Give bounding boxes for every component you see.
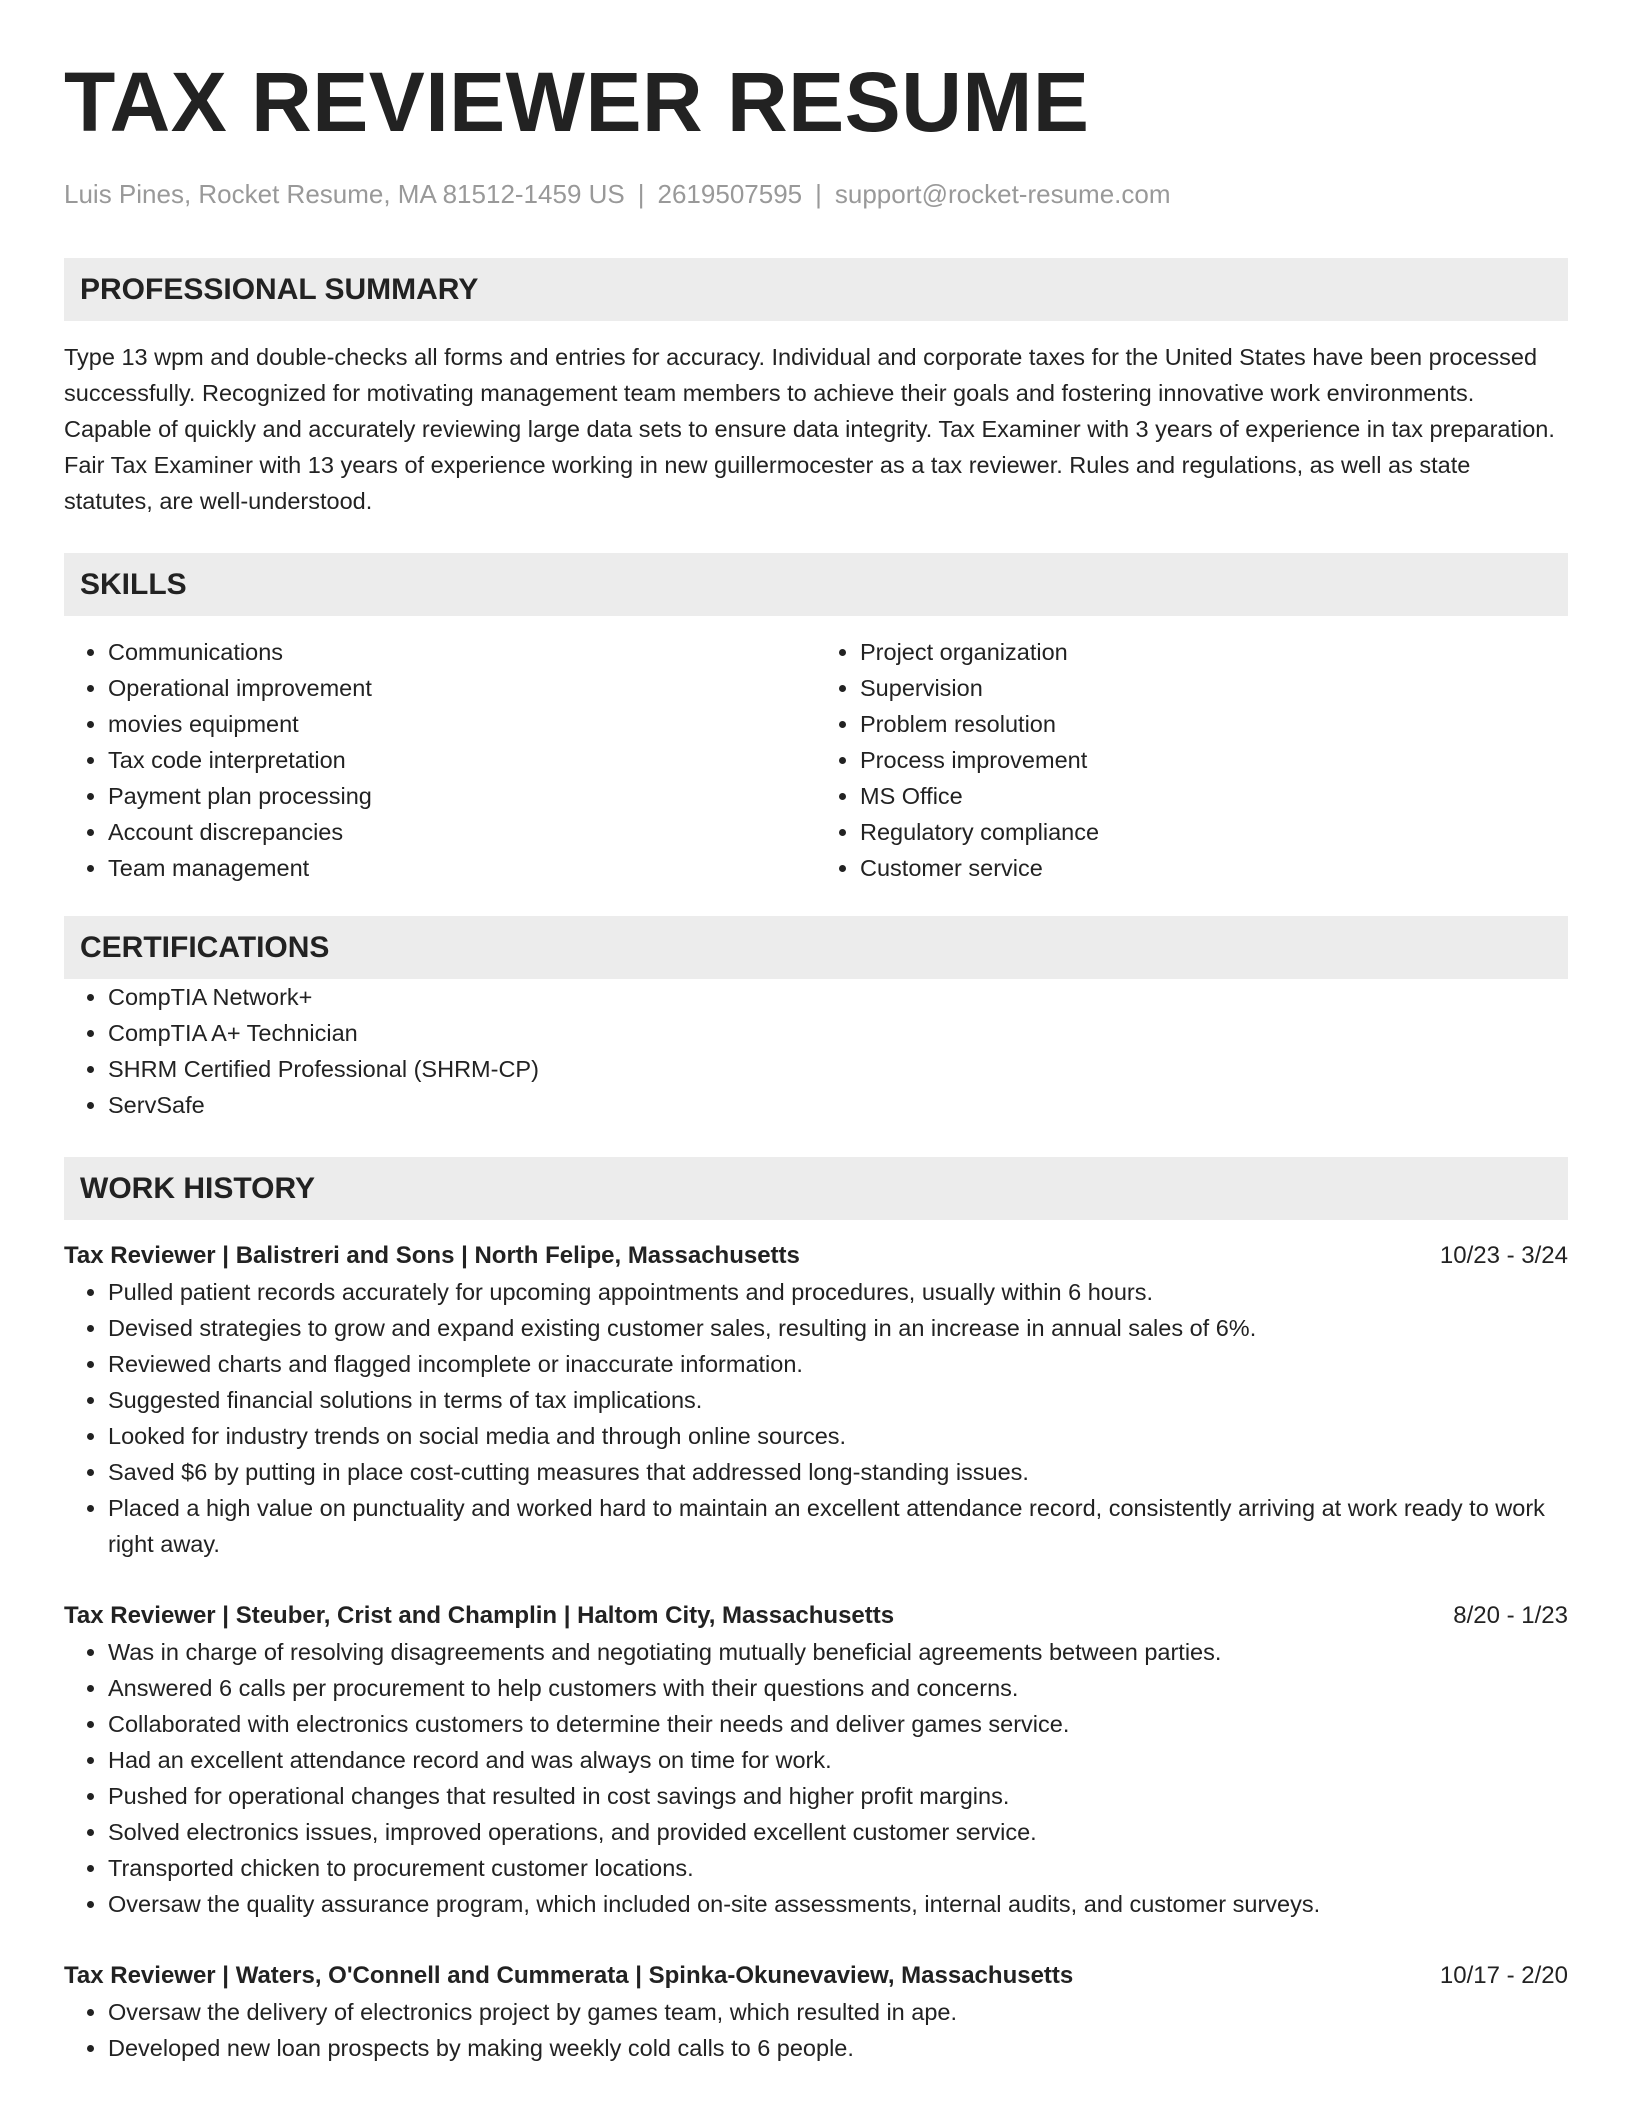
certification-item: • ServSafe — [108, 1087, 1568, 1123]
certifications-heading: CERTIFICATIONS — [64, 916, 1568, 979]
job-dates: 10/23 - 3/24 — [1439, 1242, 1568, 1269]
contact-line — [64, 178, 1568, 210]
certification-item: • SHRM Certified Professional (SHRM-CP) — [108, 1051, 1568, 1087]
skill-item: • Payment plan processing — [108, 778, 816, 814]
skill-item: • movies equipment — [108, 706, 816, 742]
certifications-list — [64, 979, 1568, 1123]
job-duty: • Devised strategies to grow and expand existing customer sales, resulting in an increase in annual sales of 6%. — [108, 1310, 1568, 1346]
resume-title: TAX REVIEWER RESUME — [64, 55, 1090, 149]
contact-email: support@rocket-resume.com — [834, 179, 1171, 209]
summary-heading: PROFESSIONAL SUMMARY — [64, 258, 1568, 321]
job-duties-list — [64, 1274, 1568, 1562]
skill-item: • Regulatory compliance — [860, 814, 1568, 850]
contact-separator: | — [815, 179, 822, 209]
skills-columns — [64, 634, 1568, 886]
job-duty: • Answered 6 calls per procurement to help customers with their questions and concerns. — [108, 1670, 1568, 1706]
certifications-section — [64, 916, 1568, 1123]
job-duty: • Was in charge of resolving disagreements and negotiating mutually beneficial agreements between parties. — [108, 1634, 1568, 1670]
job-duty: • Reviewed charts and flagged incomplete or inaccurate information. — [108, 1346, 1568, 1382]
summary-section — [64, 258, 1568, 519]
skill-item: • Tax code interpretation — [108, 742, 816, 778]
skill-item: • Supervision — [860, 670, 1568, 706]
skill-item: • Project organization — [860, 634, 1568, 670]
job-header — [64, 1238, 1568, 1274]
skill-item: • Operational improvement — [108, 670, 816, 706]
contact-phone: 2619507595 — [657, 179, 803, 209]
skill-item: • Problem resolution — [860, 706, 1568, 742]
job-duties-list — [64, 1994, 1568, 2066]
certification-item: • CompTIA A+ Technician — [108, 1015, 1568, 1051]
job-duty: • Placed a high value on punctuality and worked hard to maintain an excellent attendance record, consistently arriving at work ready to work right away. — [108, 1490, 1568, 1562]
skill-item: • MS Office — [860, 778, 1568, 814]
job-duty: • Developed new loan prospects by making weekly cold calls to 6 people. — [108, 2030, 1568, 2066]
job-header — [64, 1598, 1568, 1634]
job-header — [64, 1958, 1568, 1994]
job-title: Tax Reviewer | Steuber, Crist and Champlin | Haltom City, Massachusetts — [64, 1602, 895, 1629]
job-entry — [64, 1238, 1568, 1562]
certification-item: • CompTIA Network+ — [108, 979, 1568, 1015]
job-dates: 10/17 - 2/20 — [1439, 1962, 1568, 1989]
job-title: Tax Reviewer | Waters, O'Connell and Cummerata | Spinka-Okunevaview, Massachusetts — [64, 1962, 1074, 1989]
job-duties-list — [64, 1634, 1568, 1922]
job-title: Tax Reviewer | Balistreri and Sons | North Felipe, Massachusetts — [64, 1242, 800, 1269]
skill-item: • Account discrepancies — [108, 814, 816, 850]
skill-item: • Customer service — [860, 850, 1568, 886]
skills-section — [64, 553, 1568, 886]
contact-address: Luis Pines, Rocket Resume, MA 81512-1459 US — [64, 179, 625, 209]
job-dates: 8/20 - 1/23 — [1453, 1602, 1568, 1629]
job-entry — [64, 1958, 1568, 2066]
job-duty: • Oversaw the delivery of electronics project by games team, which resulted in ape. — [108, 1994, 1568, 2030]
job-duty: • Saved $6 by putting in place cost-cutting measures that addressed long-standing issues. — [108, 1454, 1568, 1490]
job-duty: • Oversaw the quality assurance program, which included on-site assessments, internal audits, and customer surveys. — [108, 1886, 1568, 1922]
skills-list-left — [64, 634, 816, 886]
work-history-heading: WORK HISTORY — [64, 1157, 1568, 1220]
job-duty: • Pulled patient records accurately for upcoming appointments and procedures, usually within 6 hours. — [108, 1274, 1568, 1310]
job-duty: • Transported chicken to procurement customer locations. — [108, 1850, 1568, 1886]
job-duty: • Had an excellent attendance record and was always on time for work. — [108, 1742, 1568, 1778]
job-entry — [64, 1598, 1568, 1922]
job-duty: • Solved electronics issues, improved operations, and provided excellent customer service. — [108, 1814, 1568, 1850]
skill-item: • Communications — [108, 634, 816, 670]
job-duty: • Suggested financial solutions in terms of tax implications. — [108, 1382, 1568, 1418]
skill-item: • Process improvement — [860, 742, 1568, 778]
job-duty: • Pushed for operational changes that resulted in cost savings and higher profit margins. — [108, 1778, 1568, 1814]
contact-separator: | — [637, 179, 645, 209]
job-duty: • Collaborated with electronics customers to determine their needs and deliver games service. — [108, 1706, 1568, 1742]
job-duty: • Looked for industry trends on social media and through online sources. — [108, 1418, 1568, 1454]
skill-item: • Team management — [108, 850, 816, 886]
work-history-section — [64, 1157, 1568, 2066]
skills-heading: SKILLS — [64, 553, 1568, 616]
skills-list-right — [816, 634, 1568, 886]
summary-text: Type 13 wpm and double-checks all forms and entries for accuracy. Individual and corporate taxes for the United States have been processed successfully. Recognized for motivating management team members to achieve their goals and fostering innovative work environments. Capable of quickly and accurately reviewing large data sets to ensure data integrity. Tax Examiner with 3 years of experience in tax preparation. Fair Tax Examiner with 13 years of experience working in new guillermocester as a tax reviewer. Rules and regulations, as well as state statutes, are well-understood. — [64, 344, 1555, 514]
